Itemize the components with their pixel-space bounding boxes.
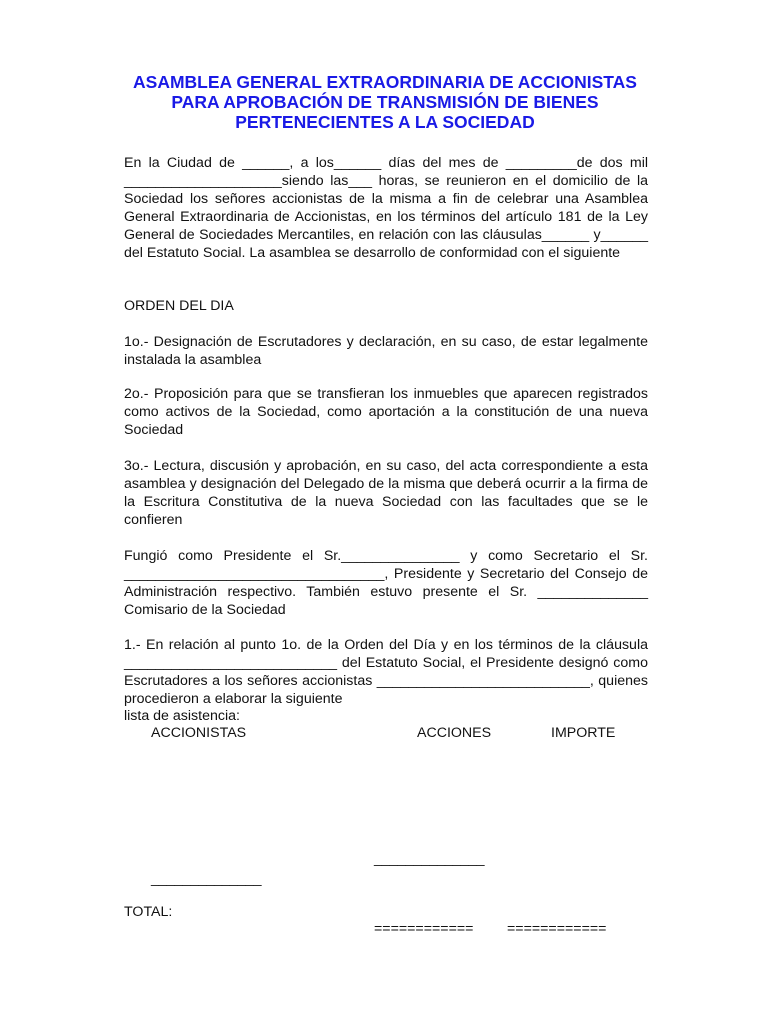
accionistas-subtotal-line: ______________ <box>151 871 262 887</box>
total-label: TOTAL: <box>124 904 173 920</box>
orden-del-dia-heading: ORDEN DEL DIA <box>124 298 234 314</box>
total-acciones-line: ============ <box>374 921 474 937</box>
officers-paragraph: Fungió como Presidente el Sr._______________ y como Secretario el Sr. _________________________________, Presidente y Secretario del Consejo de Administración respectivo. También estuvo presente el Sr. ______________ Comisario de la Sociedad <box>124 548 648 618</box>
title-line-2: PARA APROBACIÓN DE TRANSMISIÓN DE BIENES <box>171 92 599 112</box>
title-line-1: ASAMBLEA GENERAL EXTRAORDINARIA DE ACCIONISTAS <box>133 72 637 92</box>
document-title <box>110 72 660 132</box>
acciones-subtotal-line: ______________ <box>374 851 485 867</box>
agenda-item-3: 3o.- Lectura, discusión y aprobación, en su caso, del acta correspondiente a esta asamblea y designación del Delegado de la misma que deberá ocurrir a la firma de la Escritura Constitutiva de la nueva Sociedad con las facultades que se le confieren <box>124 458 648 528</box>
col-header-acciones: ACCIONES <box>417 725 492 741</box>
point-1-paragraph: 1.- En relación al punto 1o. de la Orden del Día y en los términos de la cláusula ___________________________ del Estatuto Social, el Presidente designó como Escrutadores a los señores accionistas ___________________________, quienes procedieron a elaborar la siguiente <box>124 637 648 707</box>
total-importe-line: ============ <box>507 921 607 937</box>
col-header-accionistas: ACCIONISTAS <box>151 725 247 741</box>
title-line-3: PERTENECIENTES A LA SOCIEDAD <box>235 112 535 132</box>
attendance-list-label: lista de asistencia: <box>124 708 240 724</box>
col-header-importe: IMPORTE <box>551 725 616 741</box>
intro-paragraph: En la Ciudad de ______, a los______ días del mes de _________de dos mil ____________________siendo las___ horas, se reunieron en el domicilio de la Sociedad los señores accionistas de la misma a fin de celebrar una Asamblea General Extraordinaria de Accionistas, en los términos del artículo 181 de la Ley General de Sociedades Mercantiles, en relación con las cláusulas______ y______ del Estatuto Social. La asamblea se desarrollo de conformidad con el siguiente <box>124 155 648 261</box>
agenda-item-1: 1o.- Designación de Escrutadores y declaración, en su caso, de estar legalmente instalada la asamblea <box>124 334 648 368</box>
agenda-item-2: 2o.- Proposición para que se transfieran los inmuebles que aparecen registrados como activos de la Sociedad, como aportación a la constitución de una nueva Sociedad <box>124 386 648 438</box>
